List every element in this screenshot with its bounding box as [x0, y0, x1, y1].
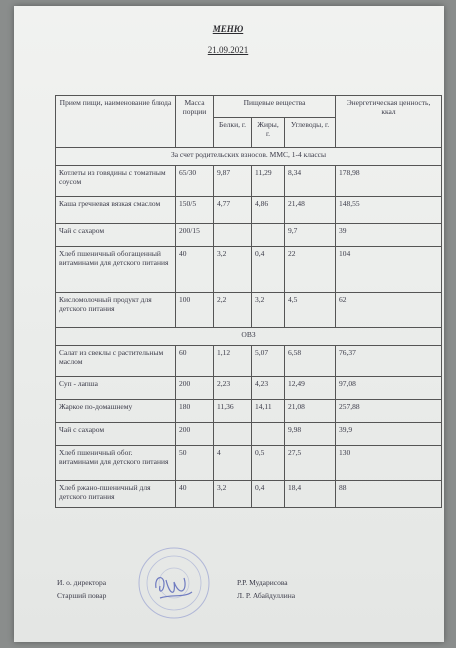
dish-name: Салат из свеклы с растительным маслом	[56, 346, 176, 377]
dish-carbs: 21,48	[285, 197, 336, 224]
dish-mass: 60	[176, 346, 214, 377]
role-director: И. о. директора	[57, 578, 107, 587]
dish-protein: 9,87	[214, 166, 252, 197]
dish-carbs: 9,98	[285, 423, 336, 446]
dish-fat: 0,4	[252, 481, 285, 508]
dish-protein: 11,36	[214, 400, 252, 423]
dish-name: Чай с сахаром	[56, 224, 176, 247]
table-row	[56, 377, 442, 400]
table-row	[56, 400, 442, 423]
dish-fat: 11,29	[252, 166, 285, 197]
dish-energy: 39	[336, 224, 442, 247]
name-director: Р.Р. Мударисова	[237, 578, 288, 587]
dish-energy: 39,9	[336, 423, 442, 446]
menu-date: 21.09.2021	[207, 45, 249, 55]
table-row	[56, 481, 442, 508]
menu-table	[55, 95, 442, 508]
dish-fat: 0,4	[252, 247, 285, 293]
dish-protein	[214, 224, 252, 247]
dish-fat: 3,2	[252, 293, 285, 328]
dish-fat: 14,11	[252, 400, 285, 423]
name-chef: Л. Р. Абайдуллина	[237, 591, 296, 600]
dish-name: Кисломолочный продукт для детского питания	[56, 293, 176, 328]
dish-energy: 148,55	[336, 197, 442, 224]
dish-name: Котлеты из говядины с томатным соусом	[56, 166, 176, 197]
dish-energy: 76,37	[336, 346, 442, 377]
dish-protein: 3,2	[214, 247, 252, 293]
dish-mass: 40	[176, 247, 214, 293]
dish-protein: 4	[214, 446, 252, 481]
dish-mass: 65/30	[176, 166, 214, 197]
dish-protein: 3,2	[214, 481, 252, 508]
role-chef: Старший повар	[57, 591, 107, 600]
dish-carbs: 22	[285, 247, 336, 293]
table-row	[56, 166, 442, 197]
table-row	[56, 346, 442, 377]
dish-carbs: 4,5	[285, 293, 336, 328]
dish-mass: 150/5	[176, 197, 214, 224]
table-row	[56, 423, 442, 446]
dish-mass: 50	[176, 446, 214, 481]
dish-name: Жаркое по-домашнему	[56, 400, 176, 423]
signature-director	[150, 568, 196, 604]
dish-fat	[252, 224, 285, 247]
table-row	[56, 224, 442, 247]
header-carbs: Углеводы, г.	[285, 118, 336, 148]
header-protein: Белки, г.	[214, 118, 252, 148]
dish-protein: 4,77	[214, 197, 252, 224]
header-fat: Жиры, г.	[252, 118, 285, 148]
header-nutrients: Пищевые вещества	[214, 96, 336, 118]
dish-fat: 0,5	[252, 446, 285, 481]
table-row	[56, 247, 442, 293]
dish-fat: 4,86	[252, 197, 285, 224]
dish-fat	[252, 423, 285, 446]
dish-name: Хлеб ржано-пшеничный для детского питания	[56, 481, 176, 508]
dish-mass: 40	[176, 481, 214, 508]
dish-mass: 200	[176, 377, 214, 400]
table-row	[56, 293, 442, 328]
menu-title: МЕНЮ	[212, 24, 244, 34]
section-parents: За счет родительских взносов. ММС, 1-4 классы	[56, 148, 442, 166]
dish-protein	[214, 423, 252, 446]
dish-name: Каша гречневая вязкая смаслом	[56, 197, 176, 224]
dish-name: Чай с сахаром	[56, 423, 176, 446]
dish-energy: 178,98	[336, 166, 442, 197]
dish-protein: 2,23	[214, 377, 252, 400]
dish-mass: 100	[176, 293, 214, 328]
header-energy: Энергетическая ценность, ккал	[336, 96, 442, 148]
dish-carbs: 6,58	[285, 346, 336, 377]
dish-carbs: 12,49	[285, 377, 336, 400]
dish-carbs: 27,5	[285, 446, 336, 481]
dish-energy: 130	[336, 446, 442, 481]
dish-carbs: 9,7	[285, 224, 336, 247]
dish-protein: 1,12	[214, 346, 252, 377]
dish-energy: 88	[336, 481, 442, 508]
dish-energy: 97,08	[336, 377, 442, 400]
dish-mass: 180	[176, 400, 214, 423]
section-ovz: ОВЗ	[56, 328, 442, 346]
dish-energy: 257,88	[336, 400, 442, 423]
dish-protein: 2,2	[214, 293, 252, 328]
dish-mass: 200	[176, 423, 214, 446]
table-row	[56, 197, 442, 224]
dish-energy: 62	[336, 293, 442, 328]
dish-carbs: 8,34	[285, 166, 336, 197]
dish-mass: 200/15	[176, 224, 214, 247]
dish-name: Хлеб пшеничный обогащенный витаминами для детского питания	[56, 247, 176, 293]
dish-carbs: 18,4	[285, 481, 336, 508]
header-mass: Масса порции	[176, 96, 214, 148]
dish-energy: 104	[336, 247, 442, 293]
dish-fat: 4,23	[252, 377, 285, 400]
dish-name: Хлеб пшеничный обог. витаминами для детского питания	[56, 446, 176, 481]
dish-name: Суп - лапша	[56, 377, 176, 400]
dish-carbs: 21,08	[285, 400, 336, 423]
table-row	[56, 446, 442, 481]
header-dish: Прием пищи, наименование блюда	[56, 96, 176, 148]
dish-fat: 5,07	[252, 346, 285, 377]
